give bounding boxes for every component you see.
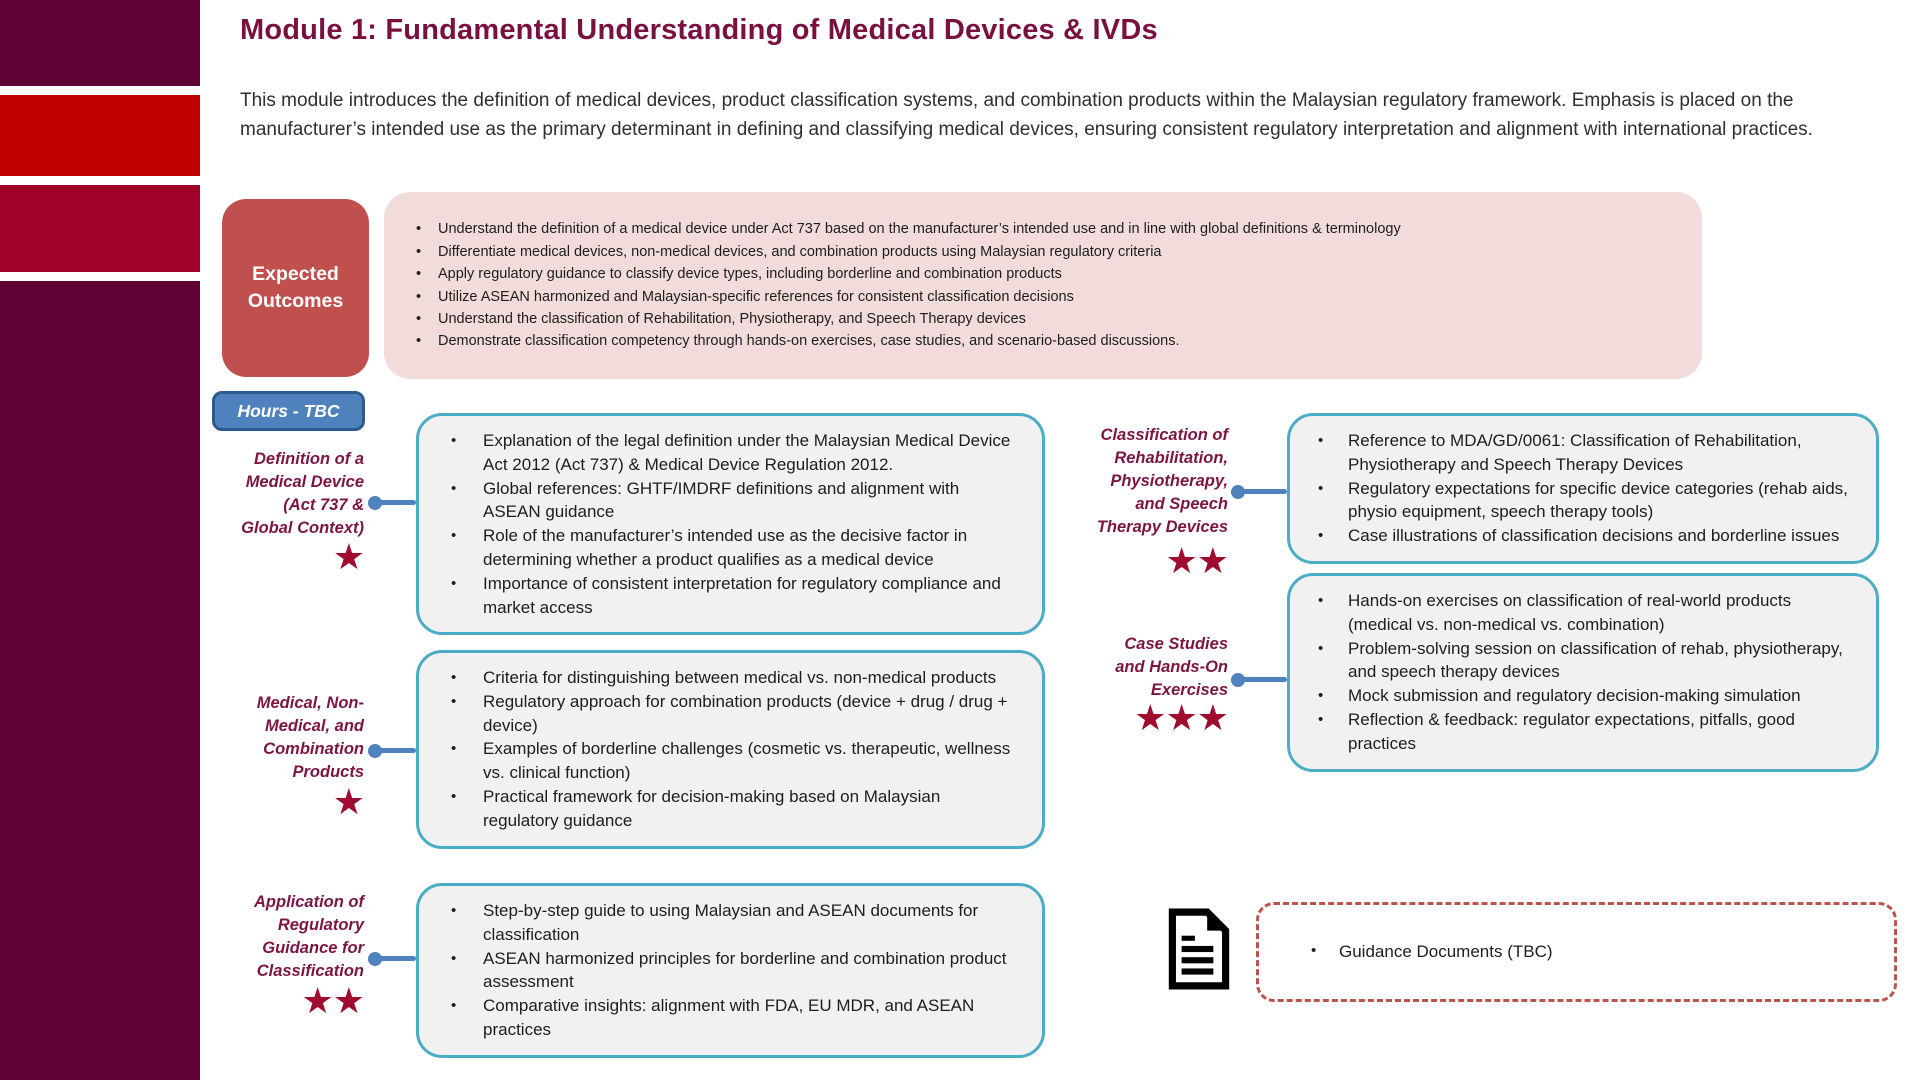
topic-bullet: • Regulatory approach for combination products (device + drug / drug + device): [419, 690, 1016, 738]
topic-bullet: • Mock submission and regulatory decision-making simulation: [1290, 684, 1850, 708]
sidebar-accent-bar-1: [0, 0, 200, 86]
connector-line: [1240, 677, 1287, 682]
resource-item: • Guidance Documents (TBC): [1305, 942, 1553, 962]
outcome-item: • Understand the definition of a medical device under Act 737 based on the manufacturer’s intended use and in line with global definitions & terminology: [406, 218, 1401, 240]
topic-box-combination-products: [416, 650, 1045, 849]
difficulty-stars: ★★: [1165, 540, 1228, 581]
topic-bullet: • Reference to MDA/GD/0061: Classification of Rehabilitation, Physiotherapy and Speech Therapy Devices: [1290, 429, 1850, 477]
difficulty-stars: ★★: [301, 980, 364, 1021]
outcome-item: • Apply regulatory guidance to classify device types, including borderline and combination products: [406, 263, 1401, 285]
topic-bullet: • Explanation of the legal definition under the Malaysian Medical Device Act 2012 (Act 737) & Medical Device Regulation 2012.: [419, 429, 1016, 477]
topic-box-regulatory-guidance: [416, 883, 1045, 1058]
outcome-item: • Understand the classification of Rehabilitation, Physiotherapy, and Speech Therapy devices: [406, 308, 1401, 330]
topic-bullet: • ASEAN harmonized principles for borderline and combination product assessment: [419, 947, 1016, 995]
topic-box-definition: [416, 413, 1045, 635]
topic-bullet: • Regulatory expectations for specific device categories (rehab aids, physio equipment, speech therapy tools): [1290, 477, 1850, 525]
connector-line: [1240, 489, 1287, 494]
outcome-item: • Utilize ASEAN harmonized and Malaysian-specific references for consistent classification decisions: [406, 286, 1401, 308]
topic-bullet: • Hands-on exercises on classification of real-world products (medical vs. non-medical vs. combination): [1290, 589, 1850, 637]
topic-bullet: • Comparative insights: alignment with FDA, EU MDR, and ASEAN practices: [419, 994, 1016, 1042]
expected-outcomes-list: [384, 218, 1419, 352]
topic-label-combination-products: Medical, Non-Medical, and Combination Products: [256, 694, 364, 781]
topic-bullet: • Role of the manufacturer’s intended use as the decisive factor in determining whether a product qualifies as a medical device: [419, 524, 1016, 572]
difficulty-stars: ★: [332, 781, 364, 822]
topic-bullet: • Problem-solving session on classification of rehab, physiotherapy, and speech therapy devices: [1290, 637, 1850, 685]
sidebar-accent-bar-4: [0, 281, 200, 1080]
module-description: This module introduces the definition of medical devices, product classification systems, and combination products within the Malaysian regulatory framework. Emphasis is placed on the manufacturer’s intended use as the primary determinant in defining and classifying medical devices, ensuring consistent regulatory interpretation and alignment with international practices.: [240, 90, 1813, 140]
topic-bullet: • Criteria for distinguishing between medical vs. non-medical products: [419, 666, 1016, 690]
document-icon: [1166, 906, 1232, 997]
sidebar-accent-bar-2: [0, 95, 200, 176]
connector-line: [377, 748, 416, 753]
guidance-documents-box: [1256, 902, 1897, 1002]
topic-box-rehab-classification: [1287, 413, 1879, 564]
topic-bullet: • Step-by-step guide to using Malaysian and ASEAN documents for classification: [419, 899, 1016, 947]
topic-bullet: • Examples of borderline challenges (cosmetic vs. therapeutic, wellness vs. clinical function): [419, 737, 1016, 785]
outcome-item: • Differentiate medical devices, non-medical devices, and combination products using Malaysian regulatory criteria: [406, 241, 1401, 263]
topic-label-regulatory-guidance: Application of Regulatory Guidance for Classification: [254, 893, 364, 980]
hours-badge: Hours - TBC: [212, 391, 365, 431]
module-title: Module 1: Fundamental Understanding of Medical Devices & IVDs: [240, 14, 1158, 46]
topic-bullet: • Global references: GHTF/IMDRF definitions and alignment with ASEAN guidance: [419, 477, 1016, 525]
topic-bullet: • Importance of consistent interpretation for regulatory compliance and market access: [419, 572, 1016, 620]
sidebar-accent-bar-3: [0, 185, 200, 272]
topic-bullet: • Case illustrations of classification decisions and borderline issues: [1290, 524, 1850, 548]
connector-line: [377, 500, 416, 505]
outcome-item: • Demonstrate classification competency through hands-on exercises, case studies, and scenario-based discussions.: [406, 330, 1401, 352]
connector-line: [377, 956, 416, 961]
difficulty-stars: ★★★: [1134, 697, 1228, 738]
topic-bullet: • Reflection & feedback: regulator expectations, pitfalls, good practices: [1290, 708, 1850, 756]
topic-label-rehab-classification: Classification of Rehabilitation, Physiotherapy, and Speech Therapy Devices: [1096, 426, 1228, 536]
topic-label-case-studies: Case Studies and Hands-On Exercises: [1115, 635, 1228, 699]
expected-outcomes-tab: [222, 199, 369, 377]
topic-label-definition: Definition of a Medical Device (Act 737 & Global Context): [241, 450, 364, 537]
expected-outcomes-panel: [384, 192, 1702, 379]
topic-bullet: • Practical framework for decision-making based on Malaysian regulatory guidance: [419, 785, 1016, 833]
expected-outcomes-label: Expected Outcomes: [247, 263, 344, 312]
difficulty-stars: ★: [332, 536, 364, 577]
topic-box-case-studies: [1287, 573, 1879, 772]
